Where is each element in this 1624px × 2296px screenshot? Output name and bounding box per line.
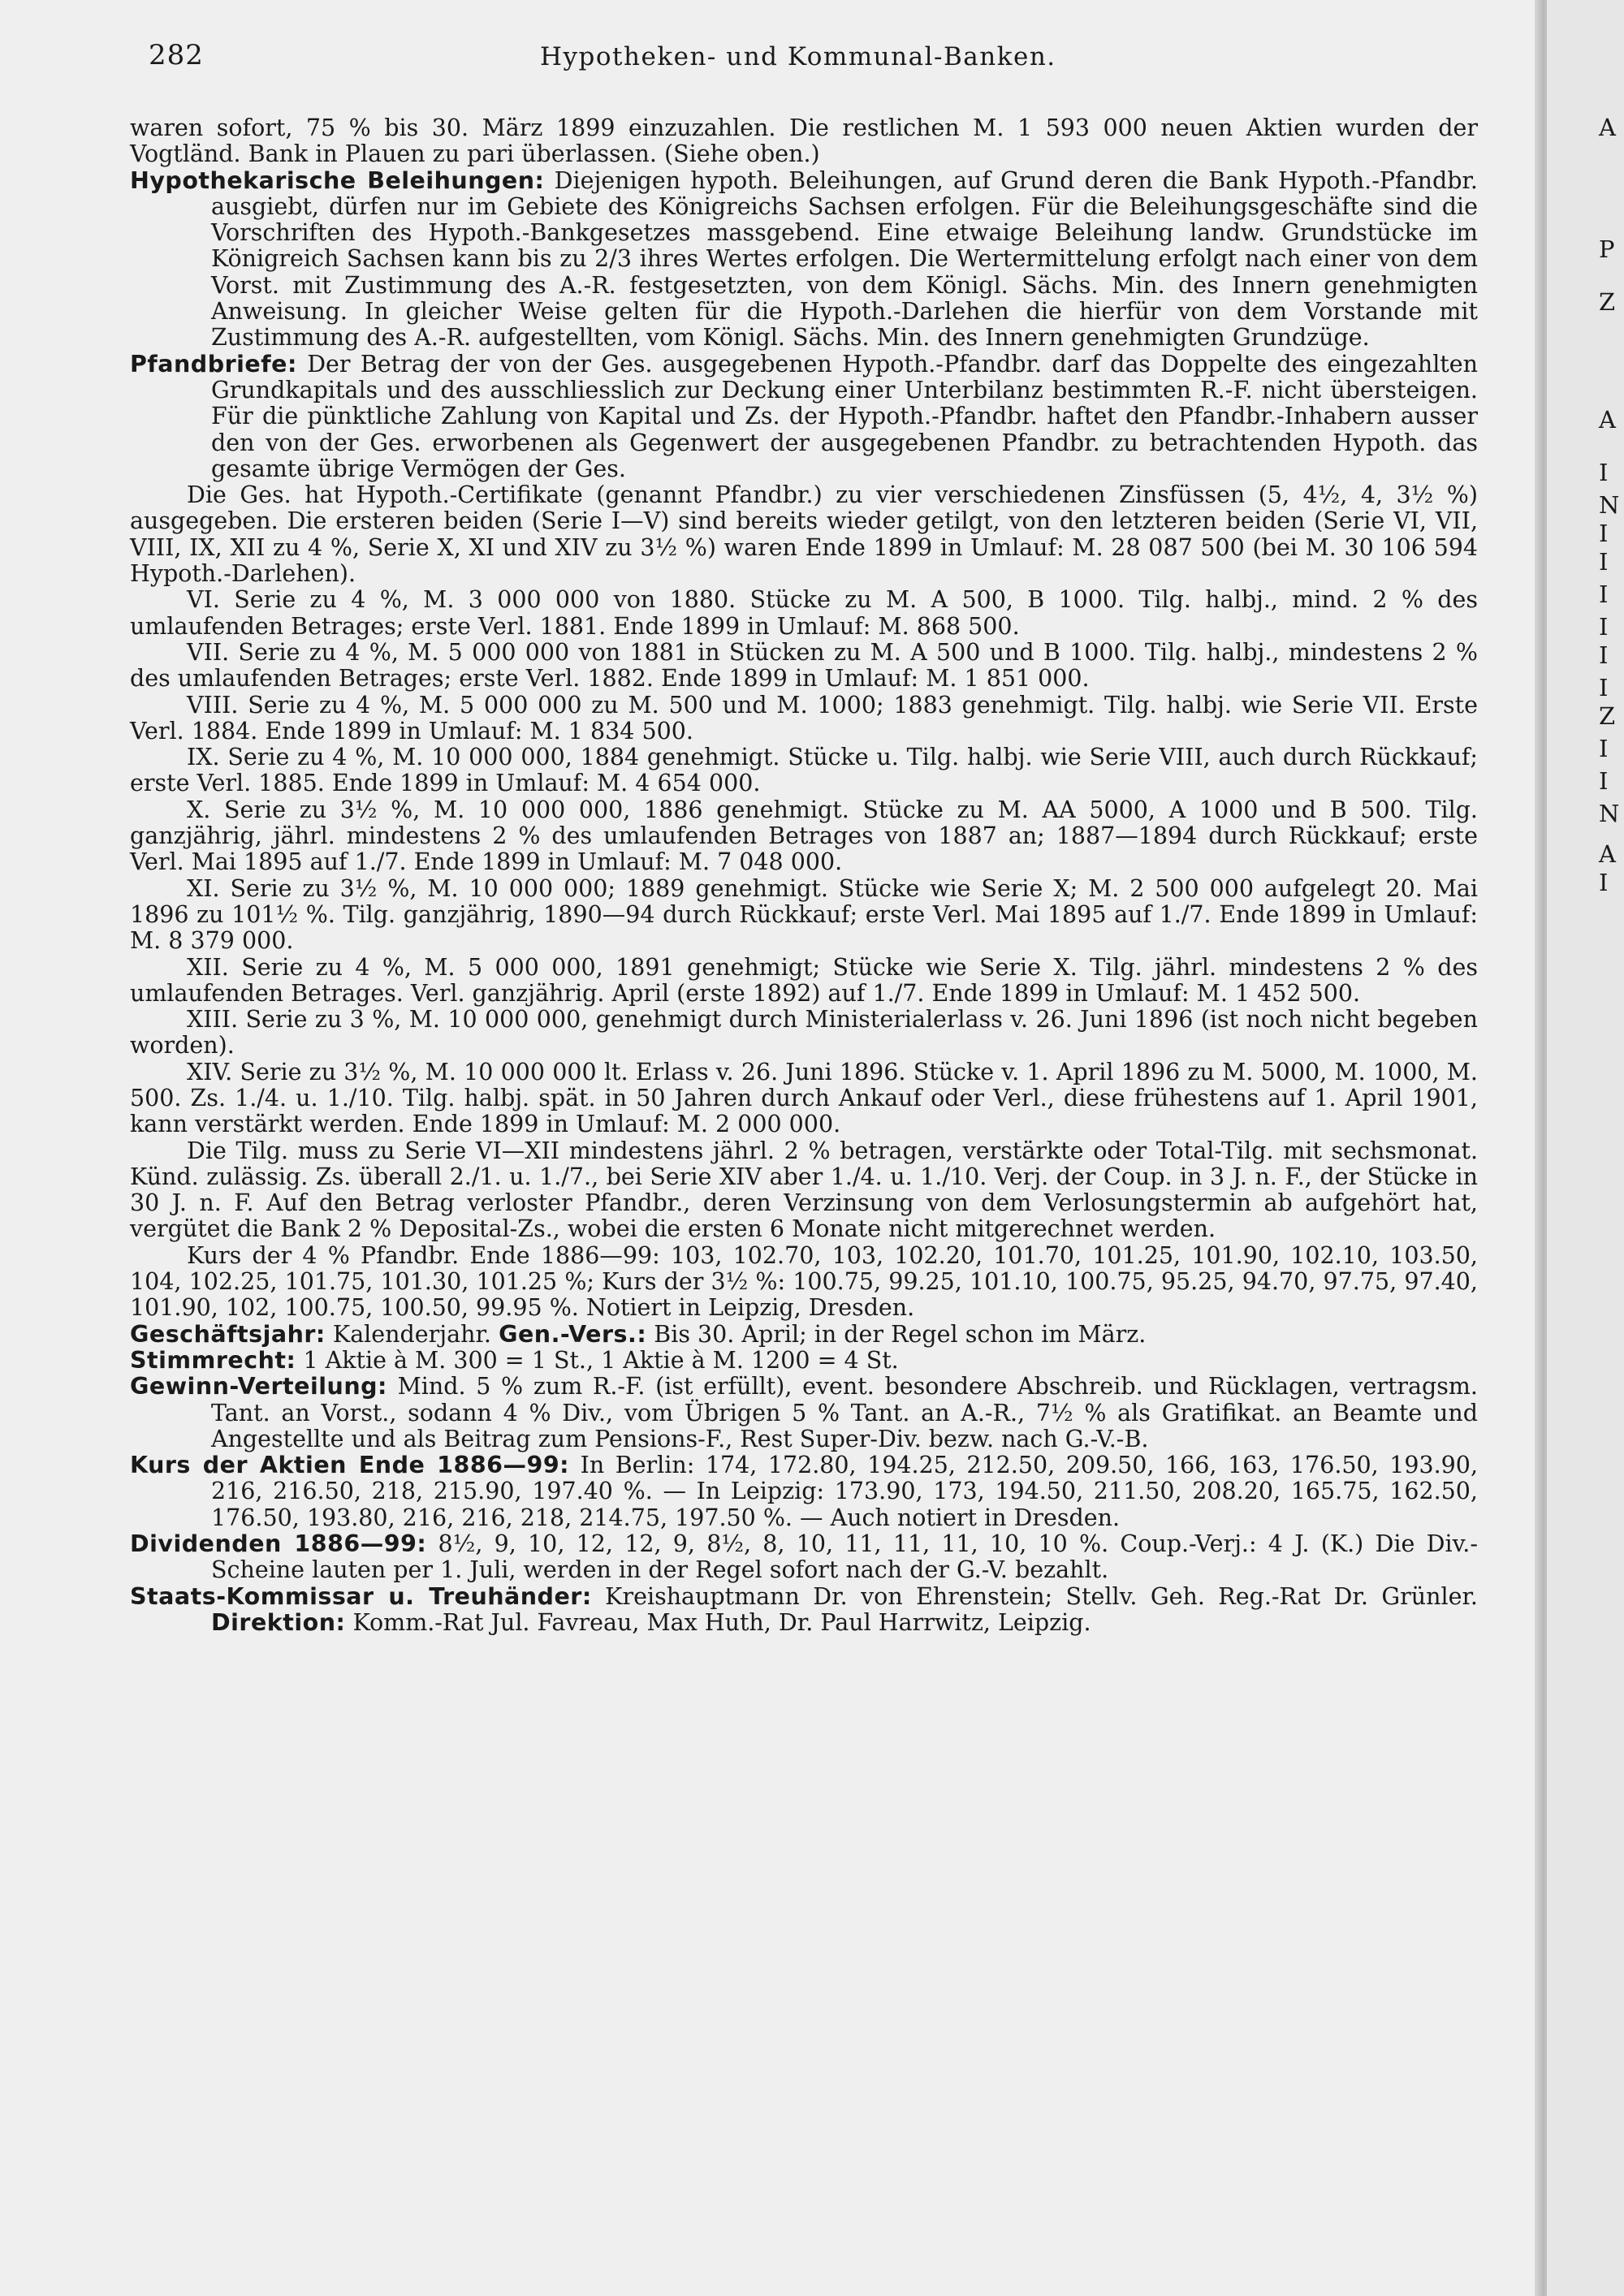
section-term: Staats-Kommissar u. Treuhänder:	[130, 1582, 592, 1610]
margin-letter: N	[1599, 491, 1620, 519]
paragraph-hypothekarische-beleihungen: Hypothekarische Beleihungen: Diejenigen hypoth. Beleihungen, auf Grund deren die Bank Hypoth.-Pfandbr. ausgiebt, dürfen nur im Gebiete des Königreichs Sachsen erfolgen. Für die Beleihungsgeschäfte sind die Vorschriften des Hypoth.-Bankgesetzes massgebend. Eine etwaige Beleihung landw. Grundstücke im Königreich Sachsen kann bis zu 2/3 ihres Wertes erfolgen. Die Wertermittelung erfolgt nach einer von dem Vorst. mit Zustimmung des A.-R. festgesetzten, von dem Königl. Sächs. Min. des Innern genehmigten Anweisung. In gleicher Weise gelten für die Hypoth.-Darlehen die hierfür von dem Vorstande mit Zustimmung des A.-R. aufgestellten, vom Königl. Sächs. Min. des Innern genehmigten Grundzüge.	[130, 166, 1478, 352]
page-header	[0, 39, 1547, 80]
paragraph-geschaeftsjahr: Geschäftsjahr: Kalenderjahr. Gen.-Vers.: Bis 30. April; in der Regel schon im März.	[130, 1320, 1147, 1348]
paragraph-gewinn-verteilung: Gewinn-Verteilung: Mind. 5 % zum R.-F. (ist erfüllt), event. besondere Abschreib. und Rücklagen, vertragsm. Tant. an Vorst., sodann 4 % Div., vom Übrigen 5 % Tant. an A.-R., 7½ % als Gratifikat. an Beamte und Angestellte und als Beitrag zum Pensions-F., Rest Super-Div. bezw. nach G.-V.-B.	[130, 1373, 1478, 1452]
paragraph-serie-xiii: XIII. Serie zu 3 %, M. 10 000 000, genehmigt durch Ministerialerlass v. 26. Juni 1896 (ist noch nicht begeben worden).	[130, 1006, 1478, 1060]
section-term: Pfandbriefe:	[130, 350, 297, 378]
paragraph-intro: waren sofort, 75 % bis 30. März 1899 einzuzahlen. Die restlichen M. 1 593 000 neuen Aktien wurden der Vogtländ. Bank in Plauen zu pari überlassen. (Siehe oben.)	[130, 114, 1478, 168]
adjacent-page-edge	[1547, 0, 1624, 2296]
article-body	[130, 115, 1478, 1636]
paragraph-tilgung: Die Tilg. muss zu Serie VI—XII mindestens jährl. 2 % betragen, verstärkte oder Total-Tilg. mit sechsmonat. Künd. zulässig. Zs. überall 2./1. u. 1./7., bei Serie XIV aber 1./4. u. 1./10. Verj. der Coup. in 3 J. n. F., der Stücke in 30 J. n. F. Auf den Betrag verloster Pfandbr., deren Verzinsung von dem Verlosungstermin ab aufgehört hat, vergütet die Bank 2 % Deposital-Zs., wobei die ersten 6 Monate nicht mitgerechnet werden.	[130, 1137, 1478, 1243]
paragraph-staats-kommissar: Staats-Kommissar u. Treuhänder: Kreishauptmann Dr. von Ehrenstein; Stellv. Geh. Reg.-Rat Dr. Grünler. Direktion: Komm.-Rat Jul. Favreau, Max Huth, Dr. Paul Harrwitz, Leipzig.	[130, 1582, 1478, 1636]
margin-letter: I	[1599, 459, 1609, 486]
section-term: Direktion:	[211, 1608, 346, 1636]
paragraph-stimmrecht: Stimmrecht: 1 Aktie à M. 300 = 1 St., 1 Aktie à M. 1200 = 4 St.	[130, 1346, 899, 1374]
margin-letter: I	[1599, 613, 1609, 641]
margin-letter: I	[1599, 735, 1609, 762]
margin-letter: P	[1599, 235, 1615, 263]
margin-letter: Z	[1599, 288, 1616, 316]
running-head: Hypotheken- und Kommunal-Banken.	[540, 42, 1056, 71]
margin-letter: I	[1599, 520, 1609, 547]
section-term: Stimmrecht:	[130, 1346, 296, 1374]
page-number: 282	[149, 39, 204, 71]
margin-letter: N	[1599, 800, 1620, 827]
section-term: Kurs der Aktien Ende 1886—99:	[130, 1452, 570, 1479]
margin-letter: I	[1599, 641, 1609, 669]
paragraph-pfandbriefe: Pfandbriefe: Der Betrag der von der Ges. ausgegebenen Hypoth.-Pfandbr. darf das Doppelte des eingezahlten Grundkapitals und des ausschliesslich zur Deckung einer Unterbilanz bestimmten R.-F. nicht übersteigen. Für die pünktliche Zahlung von Kapital und Zs. der Hypoth.-Pfandbr. haftet den Pfandbr.-Inhabern ausser den von der Ges. erworbenen als Gegenwert der ausgegebenen Pfandbr. zu betrachtenden Hypoth. das gesamte übrige Vermögen der Ges.	[130, 350, 1478, 482]
margin-letter: I	[1599, 869, 1609, 896]
paragraph-kurs-pfandbriefe: Kurs der 4 % Pfandbr. Ende 1886—99: 103, 102.70, 103, 102.20, 101.70, 101.25, 101.90, 102.10, 103.50, 104, 102.25, 101.75, 101.30, 101.25 %; Kurs der 3½ %: 100.75, 99.25, 101.10, 100.75, 95.25, 94.70, 97.75, 97.40, 101.90, 102, 100.75, 100.50, 99.95 %. Notiert in Leipzig, Dresden.	[130, 1241, 1478, 1322]
margin-letter: A	[1599, 114, 1616, 141]
paragraph-serie-x: X. Serie zu 3½ %, M. 10 000 000, 1886 genehmigt. Stücke zu M. AA 5000, A 1000 und B 500. Tilg. ganzjährig, jährl. mindestens 2 % des umlaufenden Betrages von 1887 an; 1887—1894 durch Rückkauf; erste Verl. Mai 1895 auf 1./7. Ende 1899 in Umlauf: M. 7 048 000.	[130, 796, 1478, 876]
section-term: Gen.-Vers.:	[499, 1320, 647, 1348]
paragraph-serie-ix: IX. Serie zu 4 %, M. 10 000 000, 1884 genehmigt. Stücke u. Tilg. halbj. wie Serie VIII, auch durch Rückkauf; erste Verl. 1885. Ende 1899 in Umlauf: M. 4 654 000.	[130, 744, 1478, 797]
margin-letter: I	[1599, 548, 1609, 576]
paragraph-serie-vii: VII. Serie zu 4 %, M. 5 000 000 von 1881 in Stücken zu M. A 500 und B 1000. Tilg. halbj., mindestens 2 % des umlaufenden Betrages; erste Verl. 1882. Ende 1899 in Umlauf: M. 1 851 000.	[130, 638, 1478, 693]
paragraph-serie-xiv: XIV. Serie zu 3½ %, M. 10 000 000 lt. Erlass v. 26. Juni 1896. Stücke v. 1. April 1896 zu M. 5000, M. 1000, M. 500. Zs. 1./4. u. 1./10. Tilg. halbj. spät. in 50 Jahren durch Ankauf oder Verl., diese frühestens auf 1. April 1901, kann verstärkt werden. Ende 1899 in Umlauf: M. 2 000 000.	[130, 1058, 1478, 1138]
section-term: Geschäftsjahr:	[130, 1320, 326, 1348]
paragraph-serie-xi: XI. Serie zu 3½ %, M. 10 000 000; 1889 genehmigt. Stücke wie Serie X; M. 2 500 000 aufgelegt 20. Mai 1896 zu 101½ %. Tilg. ganzjährig, 1890—94 durch Rückkauf; erste Verl. Mai 1895 auf 1./7. Ende 1899 in Umlauf: M. 8 379 000.	[130, 874, 1478, 955]
paragraph-certifikate: Die Ges. hat Hypoth.-Certifikate (genannt Pfandbr.) zu vier verschiedenen Zinsfüssen (5, 4½, 4, 3½ %) ausgegeben. Die ersteren beiden (Serie I—V) sind bereits wieder getilgt, von den letzteren beiden (Serie VI, VII, VIII, IX, XII zu 4 %, Serie X, XI und XIV zu 3½ %) waren Ende 1899 in Umlauf: M. 28 087 500 (bei M. 30 106 594 Hypoth.-Darlehen).	[130, 481, 1478, 588]
margin-letter: I	[1599, 674, 1609, 701]
margin-letter: I	[1599, 580, 1609, 608]
paragraph-serie-vi: VI. Serie zu 4 %, M. 3 000 000 von 1880. Stücke zu M. A 500, B 1000. Tilg. halbj., mind. 2 % des umlaufenden Betrages; erste Verl. 1881. Ende 1899 in Umlauf: M. 868 500.	[130, 586, 1478, 640]
paragraph-serie-viii: VIII. Serie zu 4 %, M. 5 000 000 zu M. 500 und M. 1000; 1883 genehmigt. Tilg. halbj. wie Serie VII. Erste Verl. 1884. Ende 1899 in Umlauf: M. 1 834 500.	[130, 691, 1478, 744]
margin-letter: A	[1599, 406, 1616, 434]
section-term: Hypothekarische Beleihungen:	[130, 166, 545, 194]
paragraph-serie-xii: XII. Serie zu 4 %, M. 5 000 000, 1891 genehmigt; Stücke wie Serie X. Tilg. jährl. mindestens 2 % des umlaufenden Betrages. Verl. ganzjährig. April (erste 1892) auf 1./7. Ende 1899 in Umlauf: M. 1 452 500.	[130, 953, 1478, 1007]
paragraph-kurs-aktien: Kurs der Aktien Ende 1886—99: In Berlin: 174, 172.80, 194.25, 212.50, 209.50, 166, 163, 176.50, 193.90, 216, 216.50, 218, 215.90, 197.40 %. — In Leipzig: 173.90, 173, 194.50, 211.50, 208.20, 165.75, 162.50, 176.50, 193.80, 216, 216, 218, 214.75, 197.50 %. — Auch notiert in Dresden.	[130, 1452, 1478, 1531]
margin-letter: Z	[1599, 702, 1616, 730]
margin-letter: I	[1599, 767, 1609, 795]
margin-letter: A	[1599, 840, 1616, 868]
section-term: Dividenden 1886—99:	[130, 1530, 427, 1558]
paragraph-dividenden: Dividenden 1886—99: 8½, 9, 10, 12, 12, 9, 8½, 8, 10, 11, 11, 11, 10, 10 %. Coup.-Verj.: 4 J. (K.) Die Div.-Scheine lauten per 1. Juli, werden in der Regel sofort nach der G.-V. bezahlt.	[130, 1530, 1478, 1584]
section-term: Gewinn-Verteilung:	[130, 1373, 387, 1400]
